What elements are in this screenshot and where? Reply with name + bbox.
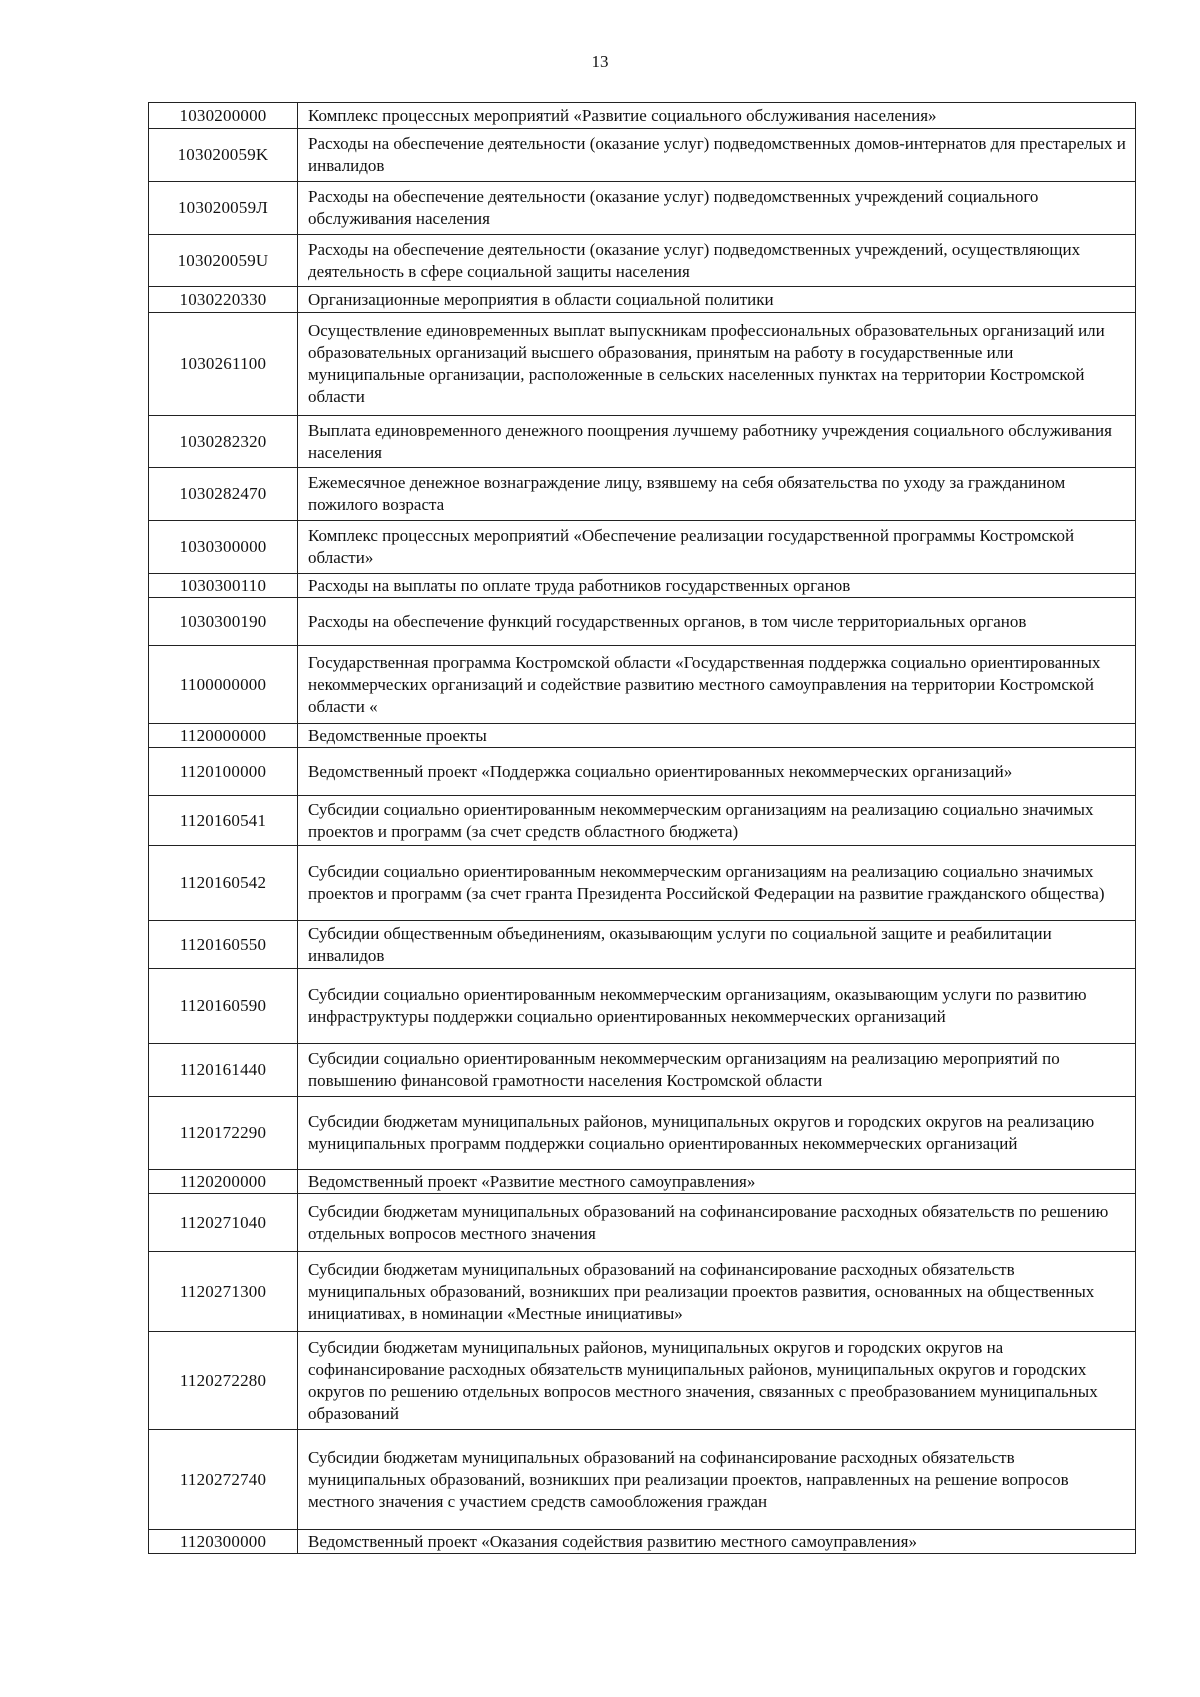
table-row <box>149 748 1136 796</box>
row-code: 1030261100 <box>149 313 298 416</box>
row-description: Субсидии социально ориентированным некоммерческим организациям на реализацию мероприятий по повышению финансовой грамотности населения Костромской области <box>298 1044 1136 1097</box>
table-row <box>149 574 1136 598</box>
budget-codes-table <box>148 102 1136 1554</box>
row-code: 1120271300 <box>149 1252 298 1332</box>
row-code: 1030300000 <box>149 521 298 574</box>
table-row <box>149 846 1136 921</box>
table-row <box>149 1530 1136 1554</box>
table-row <box>149 521 1136 574</box>
row-code: 1120161440 <box>149 1044 298 1097</box>
row-code: 1030282320 <box>149 416 298 468</box>
row-description: Осуществление единовременных выплат выпускникам профессиональных образовательных организаций или образовательных организаций высшего образования, принятым на работу в государственные или муниципальные организации, расположенные в сельских населенных пунктах на территории Костромской области <box>298 313 1136 416</box>
row-description: Государственная программа Костромской области «Государственная поддержка социально ориентированных некоммерческих организаций и содействие развитию местного самоуправления на территории Костромской области « <box>298 646 1136 724</box>
row-description: Субсидии социально ориентированным некоммерческим организациям на реализацию социально значимых проектов и программ (за счет гранта Президента Российской Федерации на развитие гражданского общества) <box>298 846 1136 921</box>
table-row <box>149 969 1136 1044</box>
row-description: Организационные мероприятия в области социальной политики <box>298 287 1136 313</box>
table-row <box>149 416 1136 468</box>
table-row <box>149 235 1136 287</box>
row-code: 1120272740 <box>149 1430 298 1530</box>
row-code: 1030220330 <box>149 287 298 313</box>
table-row <box>149 921 1136 969</box>
row-code: 103020059U <box>149 235 298 287</box>
row-description: Субсидии бюджетам муниципальных образований на софинансирование расходных обязательств по решению отдельных вопросов местного значения <box>298 1194 1136 1252</box>
row-code: 1120200000 <box>149 1170 298 1194</box>
row-description: Выплата единовременного денежного поощрения лучшему работнику учреждения социального обслуживания населения <box>298 416 1136 468</box>
table-row <box>149 598 1136 646</box>
row-description: Субсидии бюджетам муниципальных образований на софинансирование расходных обязательств муниципальных образований, возникших при реализации проектов развития, основанных на общественных инициативах, в номинации «Местные инициативы» <box>298 1252 1136 1332</box>
row-code: 103020059K <box>149 129 298 182</box>
row-code: 1100000000 <box>149 646 298 724</box>
row-description: Расходы на обеспечение деятельности (оказание услуг) подведомственных домов-интернатов для престарелых и инвалидов <box>298 129 1136 182</box>
row-description: Ежемесячное денежное вознаграждение лицу, взявшему на себя обязательства по уходу за гражданином пожилого возраста <box>298 468 1136 521</box>
table-row <box>149 468 1136 521</box>
row-code: 1120160590 <box>149 969 298 1044</box>
row-description: Расходы на обеспечение функций государственных органов, в том числе территориальных органов <box>298 598 1136 646</box>
table-row <box>149 1170 1136 1194</box>
row-description: Ведомственный проект «Оказания содействия развитию местного самоуправления» <box>298 1530 1136 1554</box>
row-code: 1120160550 <box>149 921 298 969</box>
row-description: Расходы на выплаты по оплате труда работников государственных органов <box>298 574 1136 598</box>
row-code: 1120160541 <box>149 796 298 846</box>
row-code: 1120272280 <box>149 1332 298 1430</box>
row-description: Расходы на обеспечение деятельности (оказание услуг) подведомственных учреждений, осуществляющих деятельность в сфере социальной защиты населения <box>298 235 1136 287</box>
row-code: 1120000000 <box>149 724 298 748</box>
table-row <box>149 724 1136 748</box>
row-code: 1030200000 <box>149 103 298 129</box>
row-description: Комплекс процессных мероприятий «Обеспечение реализации государственной программы Костромской области» <box>298 521 1136 574</box>
budget-codes-body <box>149 103 1136 1554</box>
row-code: 1120300000 <box>149 1530 298 1554</box>
row-code: 1120172290 <box>149 1097 298 1170</box>
table-row <box>149 1430 1136 1530</box>
table-row <box>149 1252 1136 1332</box>
row-description: Комплекс процессных мероприятий «Развитие социального обслуживания населения» <box>298 103 1136 129</box>
row-code: 1030300110 <box>149 574 298 598</box>
table-row <box>149 646 1136 724</box>
row-description: Субсидии бюджетам муниципальных районов, муниципальных округов и городских округов на софинансирование расходных обязательств муниципальных районов, муниципальных округов и городских округов по решению отдельных вопросов местного значения, связанных с преобразованием муниципальных образований <box>298 1332 1136 1430</box>
row-description: Субсидии бюджетам муниципальных образований на софинансирование расходных обязательств муниципальных образований, возникших при реализации проектов, направленных на решение вопросов местного значения с участием средств самообложения граждан <box>298 1430 1136 1530</box>
table-row <box>149 313 1136 416</box>
table-row <box>149 182 1136 235</box>
row-description: Субсидии социально ориентированным некоммерческим организациям на реализацию социально значимых проектов и программ (за счет средств областного бюджета) <box>298 796 1136 846</box>
row-code: 1030300190 <box>149 598 298 646</box>
table-row <box>149 1194 1136 1252</box>
row-description: Ведомственный проект «Развитие местного самоуправления» <box>298 1170 1136 1194</box>
row-description: Субсидии социально ориентированным некоммерческим организациям, оказывающим услуги по развитию инфраструктуры поддержки социально ориентированных некоммерческих организаций <box>298 969 1136 1044</box>
page-number: 13 <box>591 52 609 71</box>
table-row <box>149 103 1136 129</box>
row-code: 103020059Л <box>149 182 298 235</box>
table-row <box>149 1097 1136 1170</box>
row-description: Расходы на обеспечение деятельности (оказание услуг) подведомственных учреждений социального обслуживания населения <box>298 182 1136 235</box>
row-description: Субсидии общественным объединениям, оказывающим услуги по социальной защите и реабилитации инвалидов <box>298 921 1136 969</box>
table-row <box>149 1332 1136 1430</box>
row-code: 1030282470 <box>149 468 298 521</box>
row-description: Ведомственный проект «Поддержка социально ориентированных некоммерческих организаций» <box>298 748 1136 796</box>
row-description: Ведомственные проекты <box>298 724 1136 748</box>
row-description: Субсидии бюджетам муниципальных районов, муниципальных округов и городских округов на реализацию муниципальных программ поддержки социально ориентированных некоммерческих организаций <box>298 1097 1136 1170</box>
row-code: 1120160542 <box>149 846 298 921</box>
table-row <box>149 129 1136 182</box>
row-code: 1120271040 <box>149 1194 298 1252</box>
table-row <box>149 287 1136 313</box>
row-code: 1120100000 <box>149 748 298 796</box>
table-row <box>149 796 1136 846</box>
table-row <box>149 1044 1136 1097</box>
